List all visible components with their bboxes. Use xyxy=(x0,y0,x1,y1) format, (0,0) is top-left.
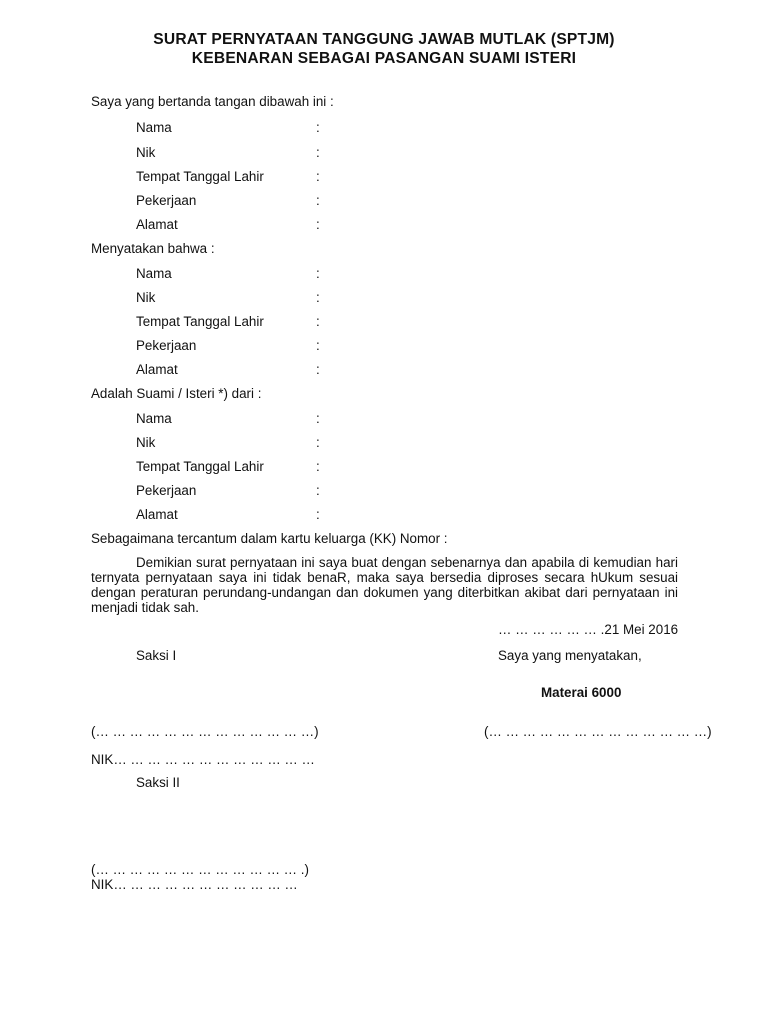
section3-colon-nik: : xyxy=(316,435,320,450)
section1-colon-pekerjaan: : xyxy=(316,193,320,208)
witness1-nik-line: NIK… … … … … … … … … … … … xyxy=(91,752,315,767)
witness1-label: Saksi I xyxy=(136,648,177,663)
section3-label-nama: Nama xyxy=(136,411,172,426)
title-line-2: KEBENARAN SEBAGAI PASANGAN SUAMI ISTERI xyxy=(191,50,577,67)
section1-label-pekerjaan: Pekerjaan xyxy=(136,193,197,208)
section2-colon-nik: : xyxy=(316,290,320,305)
closing-paragraph-text: Demikian surat pernyataan ini saya buat dengan sebenarnya dan apabila di kemudian hari ternyata pernyataan saya ini tidak benaR, maka saya bersedia diproses secara hUkum sesuai dengan peraturan perundang-undangan dan dokumen yang diterbitkan akibat dari pernyataan ini menjadi tidak sah. xyxy=(91,555,678,615)
section3-heading: Adalah Suami / Isteri *) dari : xyxy=(91,386,262,401)
section3-colon-pekerjaan: : xyxy=(316,483,320,498)
section1-colon-alamat: : xyxy=(316,217,320,232)
section1-colon-nama: : xyxy=(316,120,320,135)
section1-colon-ttl: : xyxy=(316,169,320,184)
declarant-name-line: (… … … … … … … … … … … … …) xyxy=(484,724,712,739)
section1-heading: Saya yang bertanda tangan dibawah ini : xyxy=(91,94,334,109)
section2-label-nik: Nik xyxy=(136,290,156,305)
section2-colon-alamat: : xyxy=(316,362,320,377)
section2-colon-nama: : xyxy=(316,266,320,281)
section3-label-ttl: Tempat Tanggal Lahir xyxy=(136,459,264,474)
section2-label-alamat: Alamat xyxy=(136,362,178,377)
section3-label-alamat: Alamat xyxy=(136,507,178,522)
section3-colon-ttl: : xyxy=(316,459,320,474)
witness1-name-line: (… … … … … … … … … … … … …) xyxy=(91,724,319,739)
declarant-label: Saya yang menyatakan, xyxy=(498,648,642,663)
stamp-label: Materai 6000 xyxy=(541,685,622,700)
witness2-label: Saksi II xyxy=(136,775,180,790)
section3-colon-nama: : xyxy=(316,411,320,426)
section1-label-nik: Nik xyxy=(136,145,156,160)
section2-colon-ttl: : xyxy=(316,314,320,329)
section2-heading: Menyatakan bahwa : xyxy=(91,241,215,256)
witness2-name-line: (… … … … … … … … … … … … .) xyxy=(91,862,309,877)
section2-label-nama: Nama xyxy=(136,266,172,281)
section1-label-alamat: Alamat xyxy=(136,217,178,232)
section2-colon-pekerjaan: : xyxy=(316,338,320,353)
witness2-nik-line: NIK… … … … … … … … … … … xyxy=(91,877,298,892)
section2-label-ttl: Tempat Tanggal Lahir xyxy=(136,314,264,329)
section3-label-pekerjaan: Pekerjaan xyxy=(136,483,197,498)
closing-paragraph xyxy=(91,555,678,615)
kk-number-line: Sebagaimana tercantum dalam kartu keluarga (KK) Nomor : xyxy=(91,531,448,546)
section1-colon-nik: : xyxy=(316,145,320,160)
section1-label-ttl: Tempat Tanggal Lahir xyxy=(136,169,264,184)
date-line: … … … … … … .21 Mei 2016 xyxy=(498,622,679,637)
section3-colon-alamat: : xyxy=(316,507,320,522)
section2-label-pekerjaan: Pekerjaan xyxy=(136,338,197,353)
title-line-1: SURAT PERNYATAAN TANGGUNG JAWAB MUTLAK (SPTJM) xyxy=(153,31,615,48)
section3-label-nik: Nik xyxy=(136,435,156,450)
section1-label-nama: Nama xyxy=(136,120,172,135)
